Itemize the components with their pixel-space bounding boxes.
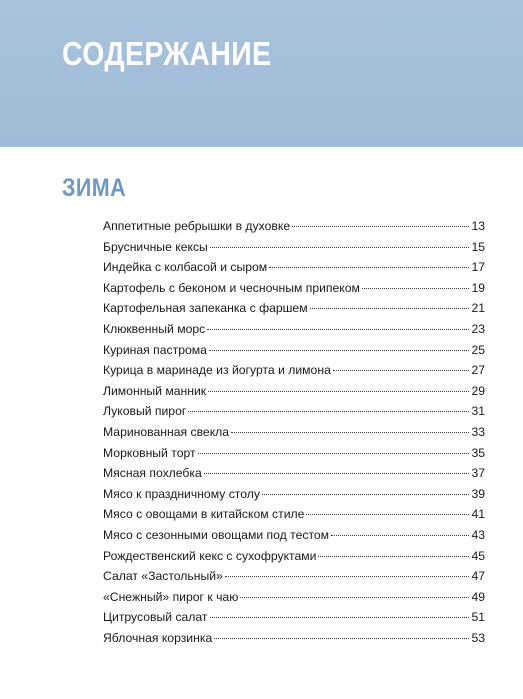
toc-entry[interactable]: [103, 363, 485, 384]
toc-entry-page: 49: [471, 589, 485, 604]
toc-entry-page: 45: [471, 548, 485, 563]
toc-entry-page: 39: [471, 486, 485, 501]
toc-entry-title: Мясо с сезонными овощами под тестом: [103, 527, 330, 542]
toc-dot-leader: [333, 370, 470, 371]
toc-entry[interactable]: [103, 631, 485, 652]
toc-entry-page: 25: [471, 342, 485, 357]
toc-entry-page: 19: [471, 280, 485, 295]
toc-dot-leader: [331, 535, 469, 536]
toc-entry-page: 53: [471, 630, 485, 645]
toc-entry-title: Луковый пирог: [103, 404, 187, 419]
toc-dot-leader: [188, 411, 469, 412]
toc-dot-leader: [318, 556, 469, 557]
toc-entry[interactable]: [103, 610, 485, 631]
toc-entry[interactable]: [103, 404, 485, 425]
toc-dot-leader: [210, 617, 470, 618]
toc-entry-page: 47: [471, 569, 485, 584]
toc-dot-leader: [208, 391, 469, 392]
toc-entry[interactable]: [103, 590, 485, 611]
toc-entry[interactable]: [103, 219, 485, 240]
toc-entry[interactable]: [103, 528, 485, 549]
toc-entry-title: Рождественский кекс с сухофруктами: [103, 548, 317, 563]
toc-dot-leader: [209, 350, 470, 351]
toc-dot-leader: [225, 576, 470, 577]
toc-entry-title: Картофель с беконом и чесночным припеком: [103, 280, 360, 295]
toc-entry[interactable]: [103, 425, 485, 446]
toc-dot-leader: [204, 473, 470, 474]
toc-entry-page: 29: [471, 383, 485, 398]
toc-entry[interactable]: [103, 260, 485, 281]
toc-entry[interactable]: [103, 322, 485, 343]
toc-entry-title: Морковный торт: [103, 445, 196, 460]
toc-entry-page: 21: [471, 301, 485, 316]
toc-dot-leader: [269, 267, 469, 268]
toc-entry-page: 33: [471, 424, 485, 439]
toc-dot-leader: [240, 597, 469, 598]
toc-dot-leader: [292, 226, 469, 227]
toc-entry-title: Мясо с овощами в китайском стиле: [103, 507, 305, 522]
toc-entry-title: Курица в маринаде из йогурта и лимона: [103, 363, 331, 378]
toc-entry[interactable]: [103, 343, 485, 364]
toc-entry[interactable]: [103, 301, 485, 322]
header-band: [0, 0, 523, 147]
toc-dot-leader: [306, 514, 469, 515]
page-title: СОДЕРЖАНИЕ: [62, 35, 272, 72]
toc-entry[interactable]: [103, 549, 485, 570]
toc-entry-title: Маринованная свекла: [103, 424, 230, 439]
toc-entry[interactable]: [103, 281, 485, 302]
toc-entry-page: 37: [471, 466, 485, 481]
section-title: ЗИМА: [62, 174, 127, 202]
toc-entry[interactable]: [103, 240, 485, 261]
toc-entry-page: 43: [471, 527, 485, 542]
toc-dot-leader: [262, 494, 469, 495]
toc-entry-title: Яблочная корзинка: [103, 630, 213, 645]
toc-entry-page: 51: [471, 610, 485, 625]
toc-dot-leader: [210, 247, 470, 248]
toc-dot-leader: [198, 453, 470, 454]
toc-entry-title: Салат «Застольный»: [103, 569, 223, 584]
toc-entry-title: Цитрусовый салат: [103, 610, 208, 625]
toc-entry[interactable]: [103, 569, 485, 590]
toc-entry-title: Брусничные кексы: [103, 239, 208, 254]
toc-entry-page: 17: [471, 260, 485, 275]
toc-entry[interactable]: [103, 507, 485, 528]
toc-entry-title: Мясо к праздничному столу: [103, 486, 260, 501]
toc-dot-leader: [214, 638, 469, 639]
toc-dot-leader: [231, 432, 469, 433]
toc-dot-leader: [362, 288, 470, 289]
toc-entry-page: 31: [471, 404, 485, 419]
toc-entry-title: «Снежный» пирог к чаю: [103, 589, 239, 604]
toc-entry[interactable]: [103, 446, 485, 467]
toc-entry-title: Аппетитные ребрышки в духовке: [103, 219, 291, 233]
toc-entry-page: 23: [471, 321, 485, 336]
toc-entry-title: Индейка с колбасой и сыром: [103, 260, 268, 275]
toc-entry-page: 27: [471, 363, 485, 378]
toc-entry-title: Картофельная запеканка с фаршем: [103, 301, 308, 316]
toc-entry[interactable]: [103, 487, 485, 508]
toc-entry[interactable]: [103, 466, 485, 487]
toc-entry-title: Мясная похлебка: [103, 466, 202, 481]
toc-entry-page: 15: [471, 239, 485, 254]
toc-entry-title: Куриная пастрома: [103, 342, 207, 357]
toc-entry[interactable]: [103, 384, 485, 405]
toc-dot-leader: [310, 308, 470, 309]
toc-dot-leader: [207, 329, 469, 330]
toc-entry-title: Лимонный манник: [103, 383, 207, 398]
toc-entry-page: 41: [471, 507, 485, 522]
table-of-contents: [103, 219, 485, 651]
toc-entry-page: 13: [471, 219, 485, 233]
toc-entry-page: 35: [471, 445, 485, 460]
toc-entry-title: Клюквенный морс: [103, 321, 206, 336]
